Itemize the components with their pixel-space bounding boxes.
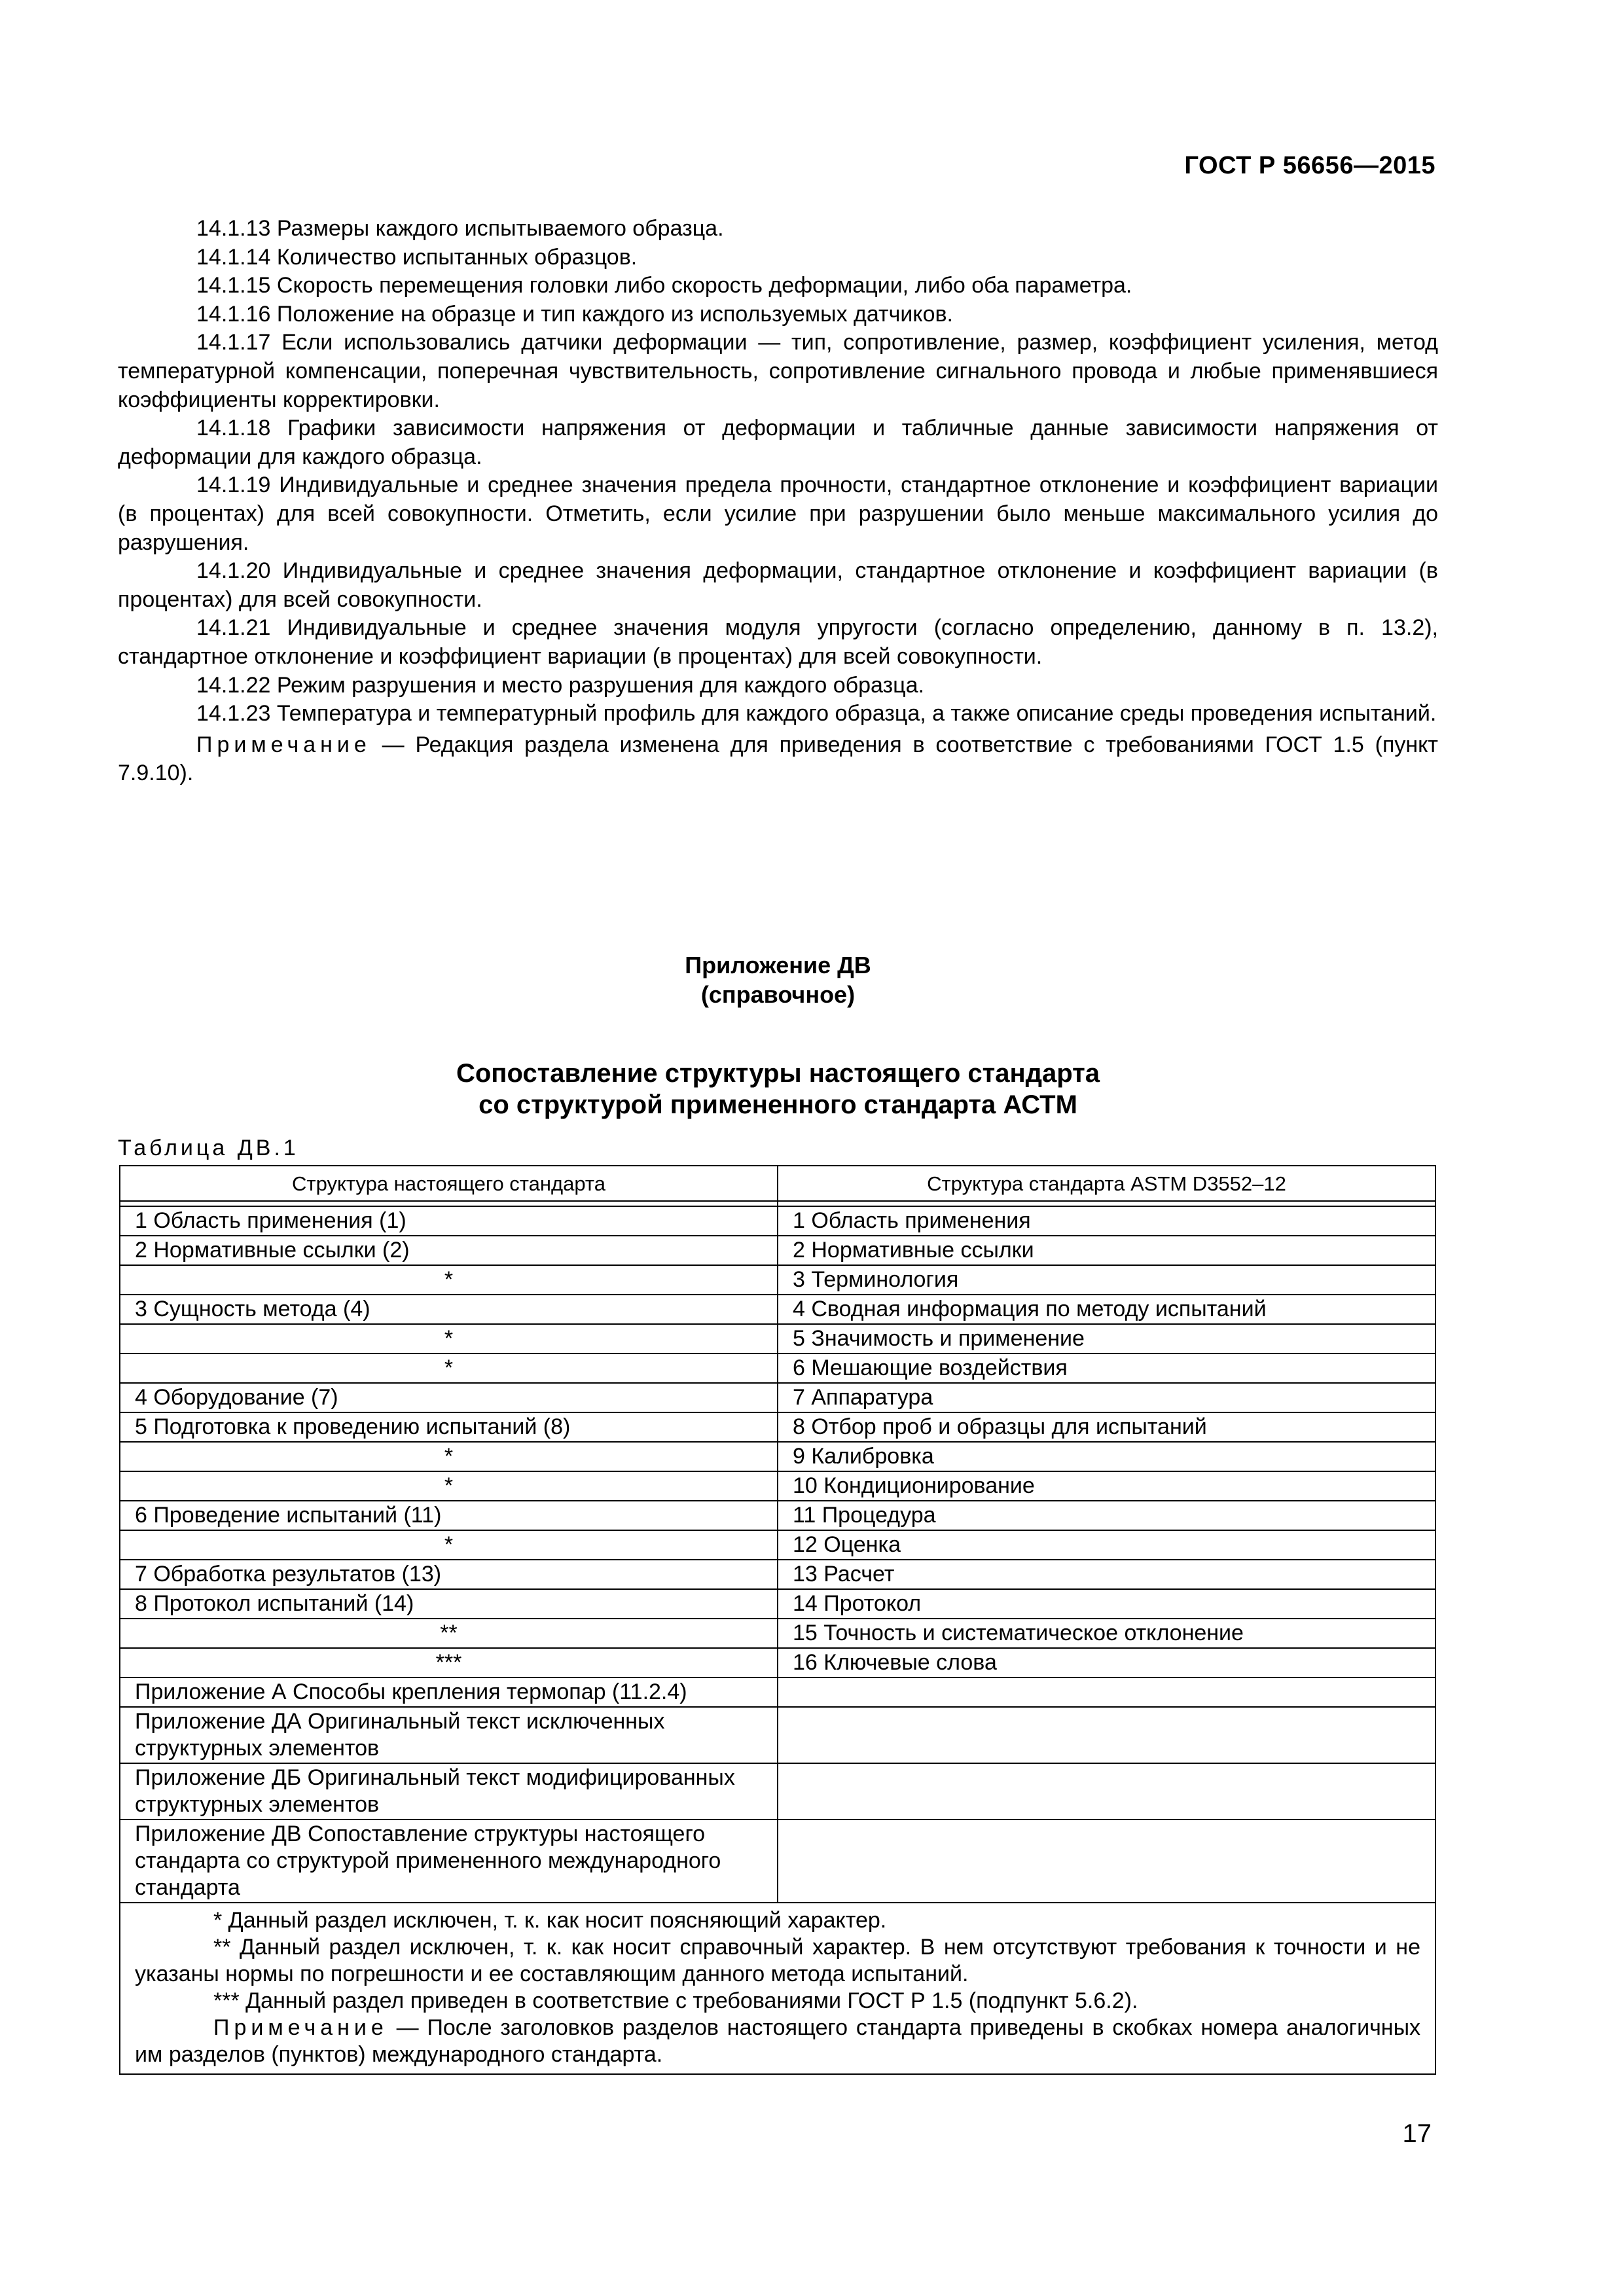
table-row <box>120 1324 1435 1354</box>
table-row <box>120 1677 1435 1707</box>
table-row <box>120 1412 1435 1442</box>
section-note <box>118 731 1438 788</box>
table-row <box>120 1530 1435 1560</box>
paragraph: 14.1.22 Режим разрушения и место разрушения для каждого образца. <box>196 672 924 698</box>
paragraph: 14.1.15 Скорость перемещения головки либо скорость деформации, либо оба параметра. <box>196 273 1132 298</box>
structure-comparison-table <box>119 1165 1436 2075</box>
cell-current: 6 Проведение испытаний (11) <box>120 1501 778 1530</box>
note-text: — После заголовков разделов настоящего стандарта приведены в скобках номера аналогичных им разделов (пунктов) международного стандарта. <box>135 2015 1421 2067</box>
cell-current: * <box>120 1265 778 1295</box>
cell-astm: 2 Нормативные ссылки <box>778 1236 1435 1265</box>
cell-astm: 1 Область применения <box>778 1206 1435 1236</box>
cell-astm: 6 Мешающие воздействия <box>778 1354 1435 1383</box>
table-row <box>120 1501 1435 1530</box>
cell-astm <box>778 1820 1435 1903</box>
cell-current: Приложение ДВ Сопоставление структуры настоящего стандарта со структурой примененного международного стандарта <box>120 1820 778 1903</box>
paragraph: 14.1.19 Индивидуальные и среднее значения предела прочности, стандартное отклонение и коэффициент вариации (в процентах) для всей совокупности. Отметить, если усилие при разрушении было меньше максимального усилия до разрушения. <box>118 473 1438 555</box>
table-row <box>120 1619 1435 1648</box>
cell-current: Приложение А Способы крепления термопар (11.2.4) <box>120 1677 778 1707</box>
cell-current: 3 Сущность метода (4) <box>120 1295 778 1324</box>
footnote: ** Данный раздел исключен, т. к. как носит справочный характер. В нем отсутствуют требования к точности и не указаны нормы по погрешности и ее составляющим данного метода испытаний. <box>135 1935 1420 1986</box>
paragraph: 14.1.21 Индивидуальные и среднее значения модуля упругости (согласно определению, данному в п. 13.2), стандартное отклонение и коэффициент вариации (в процентах) для всей совокупности. <box>118 615 1438 669</box>
cell-astm: 3 Терминология <box>778 1265 1435 1295</box>
table-row <box>120 1236 1435 1265</box>
cell-astm: 10 Кондиционирование <box>778 1471 1435 1501</box>
cell-astm: 15 Точность и систематическое отклонение <box>778 1619 1435 1648</box>
paragraph: 14.1.16 Положение на образце и тип каждого из используемых датчиков. <box>196 301 953 327</box>
paragraph: 14.1.23 Температура и температурный профиль для каждого образца, а также описание среды проведения испытаний. <box>196 701 1437 726</box>
table-title-line-1: Сопоставление структуры настоящего стандарта <box>456 1059 1100 1088</box>
table-row <box>120 1560 1435 1589</box>
page-number: 17 <box>1402 2119 1432 2148</box>
cell-astm <box>778 1677 1435 1707</box>
cell-astm: 12 Оценка <box>778 1530 1435 1560</box>
cell-current: * <box>120 1471 778 1501</box>
cell-current: Приложение ДА Оригинальный текст исключенных структурных элементов <box>120 1707 778 1763</box>
table-row <box>120 1354 1435 1383</box>
column-header-current-standard: Структура настоящего стандарта <box>120 1166 778 1201</box>
cell-astm: 16 Ключевые слова <box>778 1648 1435 1677</box>
cell-astm: 8 Отбор проб и образцы для испытаний <box>778 1412 1435 1442</box>
cell-current: 5 Подготовка к проведению испытаний (8) <box>120 1412 778 1442</box>
cell-current: 4 Оборудование (7) <box>120 1383 778 1412</box>
table-row <box>120 1265 1435 1295</box>
table-row <box>120 1589 1435 1619</box>
cell-current: * <box>120 1354 778 1383</box>
cell-current: * <box>120 1324 778 1354</box>
paragraph: 14.1.18 Графики зависимости напряжения от деформации и табличные данные зависимости напряжения от деформации для каждого образца. <box>118 416 1438 469</box>
annex-title: Приложение ДВ <box>685 952 871 978</box>
table-row <box>120 1295 1435 1324</box>
document-id: ГОСТ Р 56656—2015 <box>1184 152 1435 179</box>
table-notes <box>120 1903 1435 2074</box>
note-label: Примечание <box>213 2015 388 2040</box>
cell-current: * <box>120 1530 778 1560</box>
table-notes-row <box>120 1903 1435 2074</box>
note-text: — Редакция раздела изменена для приведения в соответствие с требованиями ГОСТ 1.5 (пункт 7.9.10). <box>118 732 1438 786</box>
paragraph: 14.1.20 Индивидуальные и среднее значения деформации, стандартное отклонение и коэффициент вариации (в процентах) для всей совокупности. <box>118 558 1438 612</box>
cell-astm <box>778 1707 1435 1763</box>
cell-astm: 14 Протокол <box>778 1589 1435 1619</box>
cell-astm: 5 Значимость и применение <box>778 1324 1435 1354</box>
cell-astm: 11 Процедура <box>778 1501 1435 1530</box>
paragraph: 14.1.13 Размеры каждого испытываемого образца. <box>196 216 724 241</box>
note-label: Примечание <box>196 732 371 757</box>
annex-heading <box>118 950 1438 1009</box>
cell-current: * <box>120 1442 778 1471</box>
cell-current: 1 Область применения (1) <box>120 1206 778 1236</box>
cell-current: ** <box>120 1619 778 1648</box>
table-title <box>118 1058 1438 1121</box>
table-row <box>120 1820 1435 1903</box>
table-title-line-2: со структурой примененного стандарта АСТМ <box>478 1090 1077 1119</box>
cell-astm: 7 Аппаратура <box>778 1383 1435 1412</box>
cell-current: 2 Нормативные ссылки (2) <box>120 1236 778 1265</box>
table-caption: Таблица ДВ.1 <box>118 1136 299 1160</box>
table-row <box>120 1471 1435 1501</box>
table-row <box>120 1206 1435 1236</box>
annex-subtitle: (справочное) <box>700 981 856 1008</box>
cell-astm: 13 Расчет <box>778 1560 1435 1589</box>
cell-astm: 9 Калибровка <box>778 1442 1435 1471</box>
table-row <box>120 1763 1435 1820</box>
paragraph: 14.1.17 Если использовались датчики деформации — тип, сопротивление, размер, коэффициент усиления, метод температурной компенсации, поперечная чувствительность, сопротивление сигнального провода и любые применявшиеся коэффициенты корректировки. <box>118 330 1438 412</box>
cell-current: 8 Протокол испытаний (14) <box>120 1589 778 1619</box>
cell-astm: 4 Сводная информация по методу испытаний <box>778 1295 1435 1324</box>
footnote: *** Данный раздел приведен в соответствие с требованиями ГОСТ Р 1.5 (подпункт 5.6.2). <box>213 1988 1138 2013</box>
report-items-section <box>118 215 1438 788</box>
table-note <box>135 2015 1420 2068</box>
paragraph: 14.1.14 Количество испытанных образцов. <box>196 244 638 270</box>
cell-astm <box>778 1763 1435 1820</box>
table-row <box>120 1442 1435 1471</box>
table-separator <box>120 1201 1435 1206</box>
table-row <box>120 1707 1435 1763</box>
cell-current: 7 Обработка результатов (13) <box>120 1560 778 1589</box>
table-row <box>120 1648 1435 1677</box>
cell-current: *** <box>120 1648 778 1677</box>
cell-current: Приложение ДБ Оригинальный текст модифицированных структурных элементов <box>120 1763 778 1820</box>
table-row <box>120 1383 1435 1412</box>
table-header-row <box>120 1166 1435 1201</box>
column-header-astm-standard: Структура стандарта ASTM D3552–12 <box>778 1166 1435 1201</box>
footnote: * Данный раздел исключен, т. к. как носит поясняющий характер. <box>213 1908 887 1933</box>
